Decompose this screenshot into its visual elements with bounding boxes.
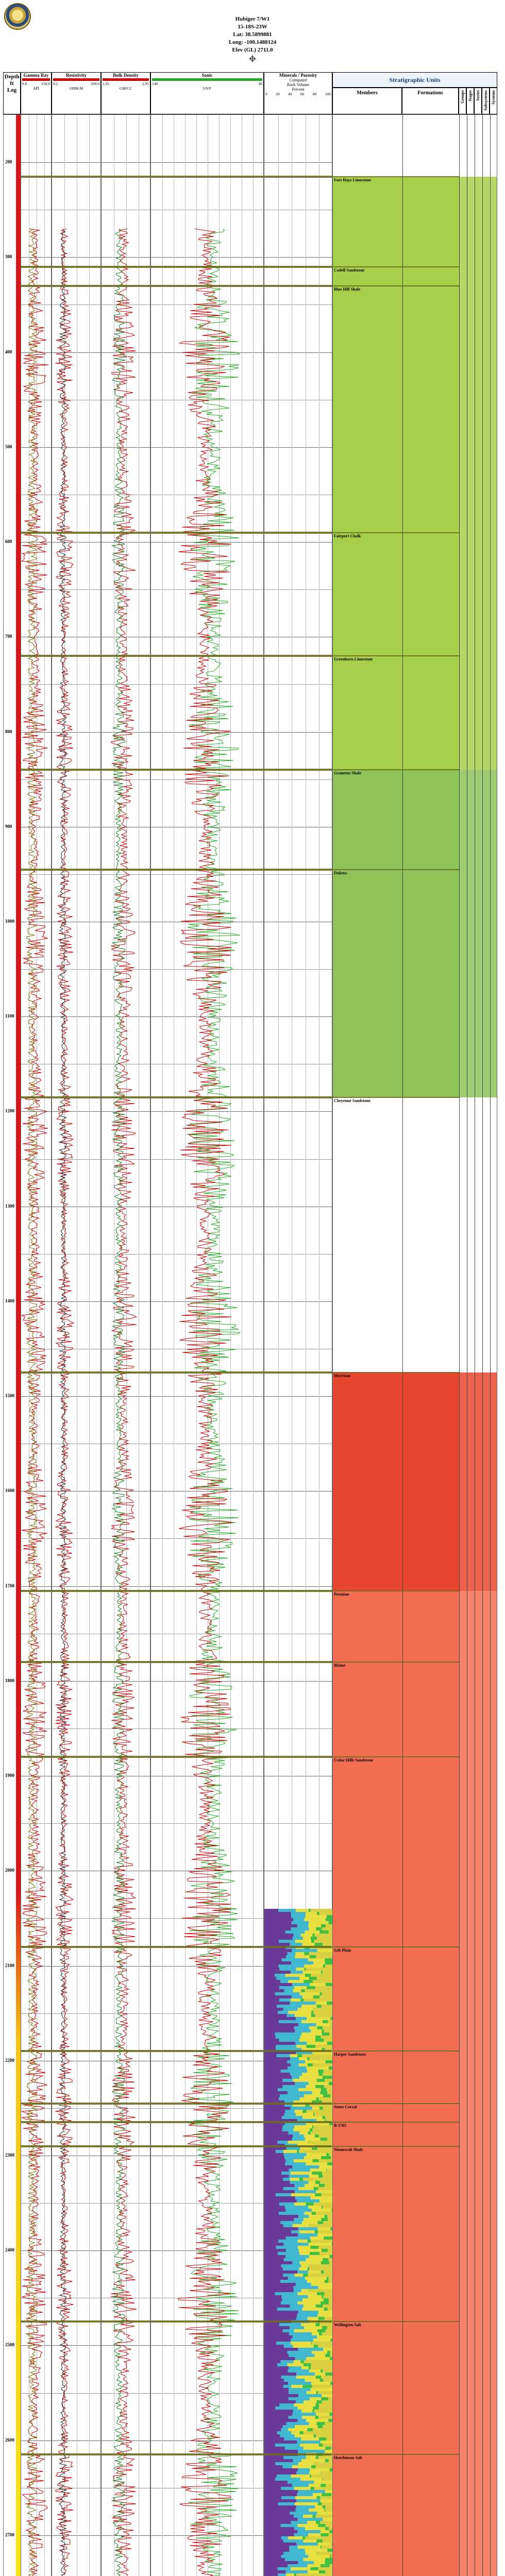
formation-top-line xyxy=(52,266,100,268)
formation-label: Dakota xyxy=(334,870,347,875)
depth-label: 2700 xyxy=(5,2532,14,2537)
formation-top-line xyxy=(52,532,100,534)
strat-top-line xyxy=(333,2103,459,2104)
formation-top-line xyxy=(21,2145,51,2147)
depth-label: 2300 xyxy=(5,2152,14,2158)
formation-top-line xyxy=(151,532,263,534)
strat-band xyxy=(333,656,459,770)
formation-top-line xyxy=(102,2050,150,2052)
resistivity-shallow-curve xyxy=(52,115,102,2576)
formation-top-line xyxy=(102,1371,150,1374)
formation-top-line xyxy=(151,1590,263,1592)
formation-top-line xyxy=(151,2103,263,2105)
strat-band-group xyxy=(459,267,497,286)
formation-top-line xyxy=(21,532,51,534)
resistivity-header xyxy=(52,72,101,114)
sonic-min: 140 xyxy=(152,81,158,86)
strat-band-group xyxy=(459,1097,497,1372)
depth-label: 1700 xyxy=(5,1583,14,1588)
depth-label: 800 xyxy=(5,728,12,734)
minerals-line-2: Rock Volume xyxy=(287,82,310,87)
resistivity-max: 200.0 xyxy=(91,81,99,86)
formation-top-line xyxy=(151,285,263,287)
formation-top-line xyxy=(21,2453,51,2455)
formation-top-line xyxy=(151,2050,263,2052)
formation-label: Graneros Shale xyxy=(334,771,361,776)
depth-label: 1300 xyxy=(5,1203,14,1209)
strat-top-line xyxy=(333,176,459,177)
formation-top-line xyxy=(52,2145,100,2147)
gamma-ray-swatch xyxy=(22,78,50,81)
caliper-curve xyxy=(21,115,52,2576)
depth-color-strip xyxy=(16,115,21,2576)
formation-top-line xyxy=(264,1096,332,1098)
stratigraphic-units-track xyxy=(332,114,497,2576)
formation-top-line xyxy=(102,1756,150,1758)
formation-top-line xyxy=(151,1946,263,1948)
bulk-density-track xyxy=(101,114,150,2576)
formation-top-line xyxy=(264,1371,332,1374)
formation-top-line xyxy=(264,769,332,771)
depth-label: 500 xyxy=(5,444,12,449)
strat-top-line xyxy=(333,769,459,770)
formation-label: Fairport Chalk xyxy=(334,533,361,538)
formation-label: Codell Sandstone xyxy=(334,267,365,273)
formation-top-line xyxy=(264,2050,332,2052)
groups-column-header xyxy=(459,88,466,114)
depth-label: 600 xyxy=(5,539,12,545)
formation-top-line xyxy=(102,2320,150,2323)
sonic-title: Sonic xyxy=(201,73,213,78)
formation-top-line xyxy=(264,1756,332,1758)
minerals-scale-0: 0 xyxy=(265,92,267,96)
formation-label: Harper Sandstone xyxy=(334,2052,366,2057)
strat-band xyxy=(333,1591,459,2576)
strat-top-line xyxy=(333,2321,459,2322)
formation-top-line xyxy=(264,869,332,871)
computed-lithology-fill xyxy=(264,115,333,2576)
systems-column-header xyxy=(490,88,497,114)
formation-top-line xyxy=(102,655,150,657)
resistivity-title: Resistivity xyxy=(66,73,87,78)
gamma-ray-min: 0.0 xyxy=(22,81,27,86)
formation-label: Blue Hill Shale xyxy=(334,286,361,292)
depth-label: 1500 xyxy=(5,1393,14,1399)
bulk-density-header xyxy=(101,72,150,114)
formation-top-line xyxy=(21,1371,51,1374)
resistivity-min: 0.2 xyxy=(53,81,58,86)
well-longitude: Long: -100.1488124 xyxy=(228,39,277,45)
formation-top-line xyxy=(151,2145,263,2147)
sonic-unit: US/F xyxy=(203,86,211,91)
strat-column-divider xyxy=(402,115,403,2576)
strat-top-line xyxy=(333,2454,459,2455)
formation-top-line xyxy=(151,869,263,871)
formation-label: Fort Hays Limestone xyxy=(334,177,371,182)
formation-label: Blaine xyxy=(334,1663,345,1668)
depth-track xyxy=(3,114,21,2576)
sonic-max: 40 xyxy=(258,81,262,86)
formation-top-line xyxy=(151,655,263,657)
formation-top-line xyxy=(151,1096,263,1098)
formation-top-line xyxy=(264,266,332,268)
bulk-density-swatch xyxy=(103,78,149,81)
formation-top-line xyxy=(21,1661,51,1663)
depth-label: 200 xyxy=(5,159,12,165)
strat-top-line xyxy=(333,1372,459,1373)
minerals-scale-80: 80 xyxy=(312,92,317,96)
formation-label: Permian xyxy=(334,1591,349,1597)
strat-top-line xyxy=(333,1590,459,1591)
stages-column-header xyxy=(466,88,474,114)
formation-top-line xyxy=(264,2121,332,2123)
formation-top-line xyxy=(52,1096,100,1098)
formation-top-line xyxy=(52,2320,100,2323)
minerals-scale-40: 40 xyxy=(288,92,292,96)
sonic-track xyxy=(150,114,264,2576)
formation-top-line xyxy=(102,2145,150,2147)
formation-top-line xyxy=(21,655,51,657)
formation-top-line xyxy=(102,532,150,534)
depth-label: 2100 xyxy=(5,1962,14,1968)
strat-column-divider xyxy=(459,115,460,2576)
formation-top-line xyxy=(102,2121,150,2123)
formation-top-line xyxy=(151,1756,263,1758)
formation-top-line xyxy=(102,266,150,268)
depth-label: 900 xyxy=(5,823,12,829)
depth-header-unit: ft xyxy=(10,80,14,87)
formation-top-line xyxy=(264,2103,332,2105)
formation-label: Morrison xyxy=(334,1374,351,1379)
gamma-ray-title: Gamma Ray xyxy=(23,73,49,78)
sonic-header xyxy=(150,72,264,114)
resistivity-swatch xyxy=(53,78,99,81)
depth-label: 1100 xyxy=(5,1013,14,1019)
depth-label: 700 xyxy=(5,634,12,639)
formation-top-line xyxy=(52,1371,100,1374)
formation-top-line xyxy=(21,869,51,871)
strat-top-line xyxy=(333,869,459,870)
well-location: 15-18S-23W xyxy=(238,24,267,30)
depth-column-header xyxy=(3,72,21,114)
formation-top-line xyxy=(151,2121,263,2123)
gamma-ray-track xyxy=(21,114,52,2576)
formation-top-line xyxy=(52,2050,100,2052)
minerals-line-3: Percent xyxy=(292,87,305,92)
formation-top-line xyxy=(21,1096,51,1098)
strat-top-line xyxy=(333,285,459,286)
depth-label: 400 xyxy=(5,349,12,354)
minerals-scale-100: 100 xyxy=(325,92,331,96)
bulk-density-title: Bulk Density xyxy=(113,73,139,78)
strat-band-group xyxy=(459,1372,497,1591)
bulk-density-min: 1.95 xyxy=(103,81,110,86)
formation-top-line xyxy=(102,1590,150,1592)
formation-top-line xyxy=(52,1590,100,1592)
formation-top-line xyxy=(264,2453,332,2455)
formation-top-line xyxy=(21,1756,51,1758)
formation-top-line xyxy=(102,2453,150,2455)
strat-band-group xyxy=(459,656,497,770)
stratigraphic-units-header: Stratigraphic Units xyxy=(332,72,497,88)
strat-top-line xyxy=(333,1097,459,1098)
strat-band-group xyxy=(459,286,497,533)
strat-band-group xyxy=(459,1591,497,2576)
groups-label: Groups xyxy=(460,90,465,104)
gamma-ray-unit: API xyxy=(32,86,40,91)
formation-top-line xyxy=(151,266,263,268)
formation-top-line xyxy=(102,769,150,771)
formation-top-line xyxy=(52,655,100,657)
minerals-porosity-header xyxy=(264,72,332,114)
formation-label: Cheyenne Sandstone xyxy=(334,1098,371,1103)
subsystems-column-header xyxy=(482,88,490,114)
systems-label: Systems xyxy=(491,90,496,105)
sonic-swatch xyxy=(152,78,262,81)
formation-top-line xyxy=(264,2145,332,2147)
minerals-line-1: Computed xyxy=(289,78,307,82)
depth-label: 1400 xyxy=(5,1298,14,1303)
formation-top-line xyxy=(21,2050,51,2052)
series-label: Series xyxy=(475,90,480,101)
formation-top-line xyxy=(21,1946,51,1948)
well-latitude: Lat: 38.5899881 xyxy=(233,31,272,38)
formation-top-line xyxy=(21,266,51,268)
resistivity-track xyxy=(52,114,101,2576)
bulk-density-max: 2.95 xyxy=(142,81,149,86)
strat-band xyxy=(333,1372,459,1591)
formation-top-line xyxy=(21,2320,51,2323)
gamma-ray-max: 150.0 xyxy=(41,81,50,86)
formation-top-line xyxy=(151,1661,263,1663)
well-elevation: Elev (GL) 2711.0 xyxy=(232,47,273,53)
strat-top-line xyxy=(333,1756,459,1757)
strat-top-line xyxy=(333,2146,459,2147)
minerals-scale-20: 20 xyxy=(276,92,280,96)
sonic-red-curve xyxy=(151,115,264,2576)
depth-label: 1900 xyxy=(5,1773,14,1778)
members-column-header: Members xyxy=(332,88,402,114)
formation-top-line xyxy=(52,869,100,871)
depth-label: 1800 xyxy=(5,1677,14,1683)
strat-top-line xyxy=(333,1662,459,1663)
formation-top-line xyxy=(264,532,332,534)
formation-top-line xyxy=(264,1661,332,1663)
depth-label: 1000 xyxy=(5,918,14,924)
well-name: Hubiger 7/W1 xyxy=(235,16,270,22)
strat-band-group xyxy=(459,177,497,267)
formation-top-line xyxy=(21,2121,51,2123)
formation-top-line xyxy=(264,655,332,657)
formation-top-line xyxy=(21,769,51,771)
formation-top-line xyxy=(151,2453,263,2455)
depth-label: 300 xyxy=(5,254,12,260)
strat-top-line xyxy=(333,1946,459,1947)
depth-label: 2600 xyxy=(5,2437,14,2443)
formation-top-line xyxy=(21,2103,51,2105)
strat-band-group xyxy=(459,770,497,1097)
formation-top-line xyxy=(52,2103,100,2105)
depth-header-label: Depth xyxy=(4,74,20,80)
formation-top-line xyxy=(264,1946,332,1948)
strat-top-line xyxy=(333,266,459,267)
bulk-density-unit: GM/CC xyxy=(119,86,132,91)
formation-top-line xyxy=(264,1590,332,1592)
resistivity-unit: OHM-M xyxy=(69,86,83,91)
neutron-curve xyxy=(102,115,151,2576)
formation-top-line xyxy=(21,285,51,287)
stages-label: Stages xyxy=(467,90,473,101)
depth-label: 2200 xyxy=(5,2057,14,2063)
depth-header-log: Log xyxy=(7,87,17,93)
formation-top-line xyxy=(102,285,150,287)
formation-top-line xyxy=(102,176,150,178)
formation-top-line xyxy=(52,1756,100,1758)
series-column-header xyxy=(474,88,482,114)
formation-top-line xyxy=(151,1371,263,1374)
formation-top-line xyxy=(52,2121,100,2123)
formation-top-line xyxy=(102,2103,150,2105)
formation-label: Salt Plain xyxy=(334,1947,351,1953)
formation-top-line xyxy=(102,1946,150,1948)
formation-top-line xyxy=(151,176,263,178)
minerals-scale-60: 60 xyxy=(300,92,305,96)
well-title-block xyxy=(0,15,505,62)
formation-top-line xyxy=(102,869,150,871)
formation-top-line xyxy=(264,285,332,287)
formation-label: Greenhorn Limestone xyxy=(334,657,373,662)
strat-band xyxy=(333,177,459,267)
depth-label: 2500 xyxy=(5,2342,14,2348)
depth-label: 1200 xyxy=(5,1108,14,1114)
depth-label: 1600 xyxy=(5,1488,14,1494)
formation-top-line xyxy=(21,176,51,178)
formation-top-line xyxy=(52,2453,100,2455)
formation-top-line xyxy=(52,285,100,287)
gamma-ray-header xyxy=(21,72,52,114)
formation-label: Cedar Hills Sandstone xyxy=(334,1758,374,1763)
formations-column-header: Formations xyxy=(402,88,459,114)
strat-band-group xyxy=(459,533,497,656)
strat-band xyxy=(333,770,459,1097)
formation-label: Hutchinson Salt xyxy=(334,2455,362,2461)
strat-column-divider xyxy=(482,115,483,2576)
formation-top-line xyxy=(264,176,332,178)
formation-label: B-1765 xyxy=(334,2123,346,2128)
formation-top-line xyxy=(52,1661,100,1663)
formation-top-line xyxy=(151,2320,263,2323)
strat-top-line xyxy=(333,655,459,656)
strat-top-line xyxy=(333,2050,459,2052)
formation-top-line xyxy=(52,1946,100,1948)
subsystems-label: Subsystems xyxy=(483,90,488,111)
formation-top-line xyxy=(264,2320,332,2323)
formation-label: Stone Corral xyxy=(334,2104,357,2109)
depth-label: 2000 xyxy=(5,1868,14,1873)
formation-top-line xyxy=(21,1590,51,1592)
strat-band xyxy=(333,286,459,533)
strat-top-line xyxy=(333,532,459,533)
strat-band xyxy=(333,1097,459,1372)
minerals-porosity-track xyxy=(264,114,332,2576)
formation-top-line xyxy=(151,769,263,771)
formation-label: Wellington Salt xyxy=(334,2323,361,2328)
strat-top-line xyxy=(333,2122,459,2123)
well-symbol-icon xyxy=(249,55,256,62)
minerals-porosity-title: Minerals / Porosity xyxy=(279,73,317,78)
depth-label: 2400 xyxy=(5,2247,14,2253)
formation-top-line xyxy=(102,1096,150,1098)
formation-top-line xyxy=(52,769,100,771)
strat-column-divider xyxy=(490,115,491,2576)
strat-band xyxy=(333,533,459,656)
formation-top-line xyxy=(102,1661,150,1663)
formation-top-line xyxy=(52,176,100,178)
formation-label: Ninnescah Shale xyxy=(334,2147,363,2152)
